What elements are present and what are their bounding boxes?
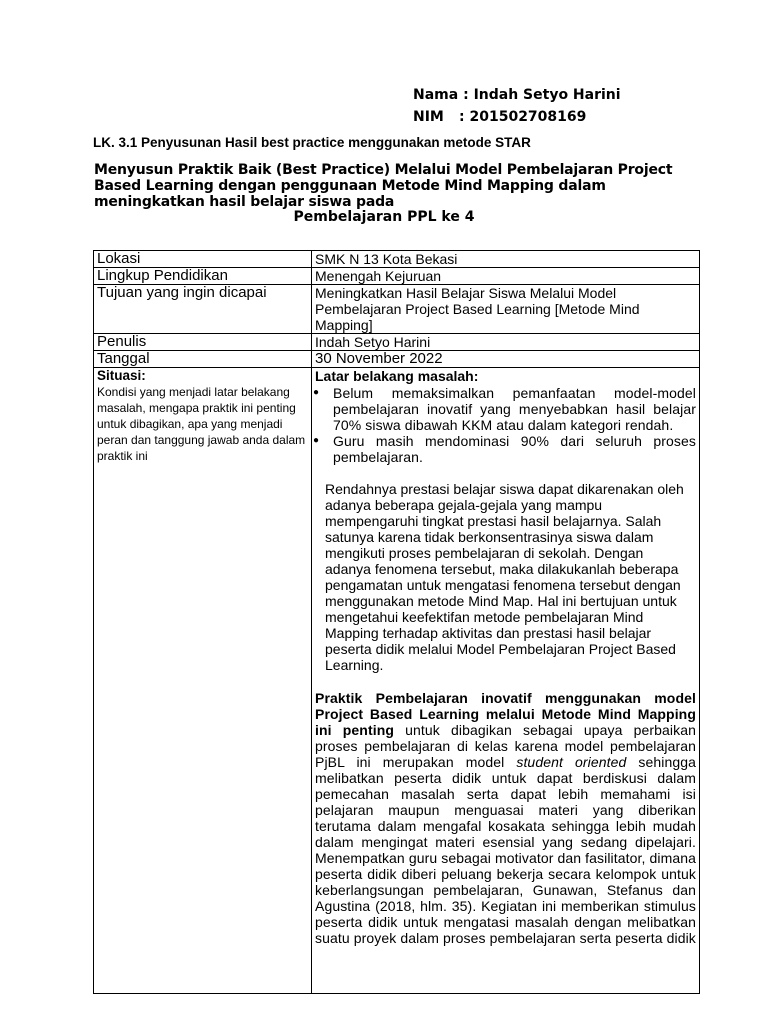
table-row-lingkup: [94, 268, 700, 285]
row-value: Menengah Kejuruan: [312, 268, 700, 285]
practice-paragraph-text-1: untuk dibagikan sebagai upaya perbaikan proses pembelajaran di kelas karena model pembelajaran PjBL ini merupakan model: [315, 722, 697, 770]
table-row-situasi: [94, 368, 700, 994]
row-label: Lokasi: [94, 251, 312, 268]
bullet-icon: ●: [313, 387, 320, 398]
table-row-tujuan: [94, 285, 700, 334]
document-title: Menyusun Praktik Baik (Best Practice) Melalui Model Pembelajaran Project Based Learning dengan penggunaan Metode Mind Mapping dalam meningkatkan hasil belajar siswa pada: [94, 162, 673, 210]
name-label: Nama: [413, 87, 459, 103]
row-value: Indah Setyo Harini: [312, 334, 700, 351]
name-value: Indah Setyo Harini: [473, 87, 621, 103]
nim-row: [413, 106, 621, 128]
list-item: [315, 433, 696, 465]
row-label: Tanggal: [94, 351, 312, 368]
situasi-cell: [94, 368, 312, 994]
background-paragraph: Rendahnya prestasi belajar siswa dapat dikarenakan oleh adanya beberapa gejala-gejala yang mampu mempengaruhi tingkat prestasi hasil belajarnya. Salah satunya karena tidak berkonsentrasinya siswa dalam mengikuti proses pembelajaran di sekolah. Dengan adanya fenomena tersebut, maka dilakukanlah beberapa pengamatan untuk mengatasi fenomena tersebut dengan menggunakan metode Mind Map. Hal ini bertujuan untuk mengetahui keefektifan metode pembelajaran Mind Mapping terhadap aktivitas dan prestasi hasil belajar peserta didik melalui Model Pembelajaran Project Based Learning.: [325, 481, 684, 673]
row-value: SMK N 13 Kota Bekasi: [312, 251, 700, 268]
problem-list: [315, 385, 696, 465]
nim-value: 201502708169: [469, 109, 587, 125]
bullet-icon: ●: [313, 435, 320, 446]
list-item-text: Guru masih mendominasi 90% dari seluruh proses pembelajaran.: [333, 433, 696, 465]
practice-paragraph-italic: student oriented: [516, 754, 627, 770]
practice-paragraph-bold: Praktik Pembelajaran inovatif menggunakan model Project Based Learning melalui Metode Mind Mapping ini penting: [315, 690, 696, 738]
situasi-label: Situasi:: [97, 368, 146, 383]
situasi-description: Kondisi yang menjadi latar belakang masalah, mengapa praktik ini penting untuk dibagikan, apa yang menjadi peran dan tanggung jawab anda dalam praktik ini: [97, 385, 306, 463]
practice-paragraph: [315, 690, 696, 946]
situasi-content-cell: [312, 368, 700, 994]
row-label: Lingkup Pendidikan: [94, 268, 312, 285]
row-value: Meningkatkan Hasil Belajar Siswa Melalui Model Pembelajaran Project Based Learning [Metode Mind Mapping]: [312, 285, 700, 334]
name-row: [413, 84, 621, 106]
table-row-lokasi: [94, 251, 700, 268]
list-item-text: Belum memaksimalkan pemanfaatan model-model pembelajaran inovatif yang menyebabkan hasil belajar 70% siswa dibawah KKM atau dalam kategori rendah.: [333, 385, 696, 433]
info-table: [93, 250, 700, 994]
nim-label: NIM: [413, 109, 444, 125]
name-separator: :: [458, 87, 474, 103]
list-item: [315, 385, 696, 433]
row-value: 30 November 2022: [312, 351, 700, 368]
latar-belakang-title: Latar belakang masalah:: [315, 368, 479, 384]
table-row-tanggal: [94, 351, 700, 368]
lk-title: LK. 3.1 Penyusunan Hasil best practice menggunakan metode STAR: [93, 135, 531, 150]
ppl-heading: Pembelajaran PPL ke 4: [293, 209, 475, 225]
practice-paragraph-text-2: sehingga melibatkan peserta didik untuk dapat berdiskusi dalam pemecahan masalah serta dapat lebih memahami isi pelajaran maupun menguasai materi yang diberikan terutama dalam mengafal kosakata sehingga lebih mudah dalam mengingat materi esensial yang sedang dipelajari. Menempatkan guru sebagai motivator dan fasilitator, dimana peserta didik diberi peluang bekerja secara kelompok untuk keberlangsungan pembelajaran, Gunawan, Stefanus dan Agustina (2018, hlm. 35). Kegiatan ini memberikan stimulus peserta didik untuk mengatasi masalah dengan melibatkan suatu proyek dalam proses pembelajaran serta peserta didik: [315, 754, 697, 946]
identity-block: [413, 84, 621, 128]
row-label: Penulis: [94, 334, 312, 351]
table-row-penulis: [94, 334, 700, 351]
nim-separator: :: [459, 109, 470, 125]
row-label: Tujuan yang ingin dicapai: [94, 285, 312, 334]
